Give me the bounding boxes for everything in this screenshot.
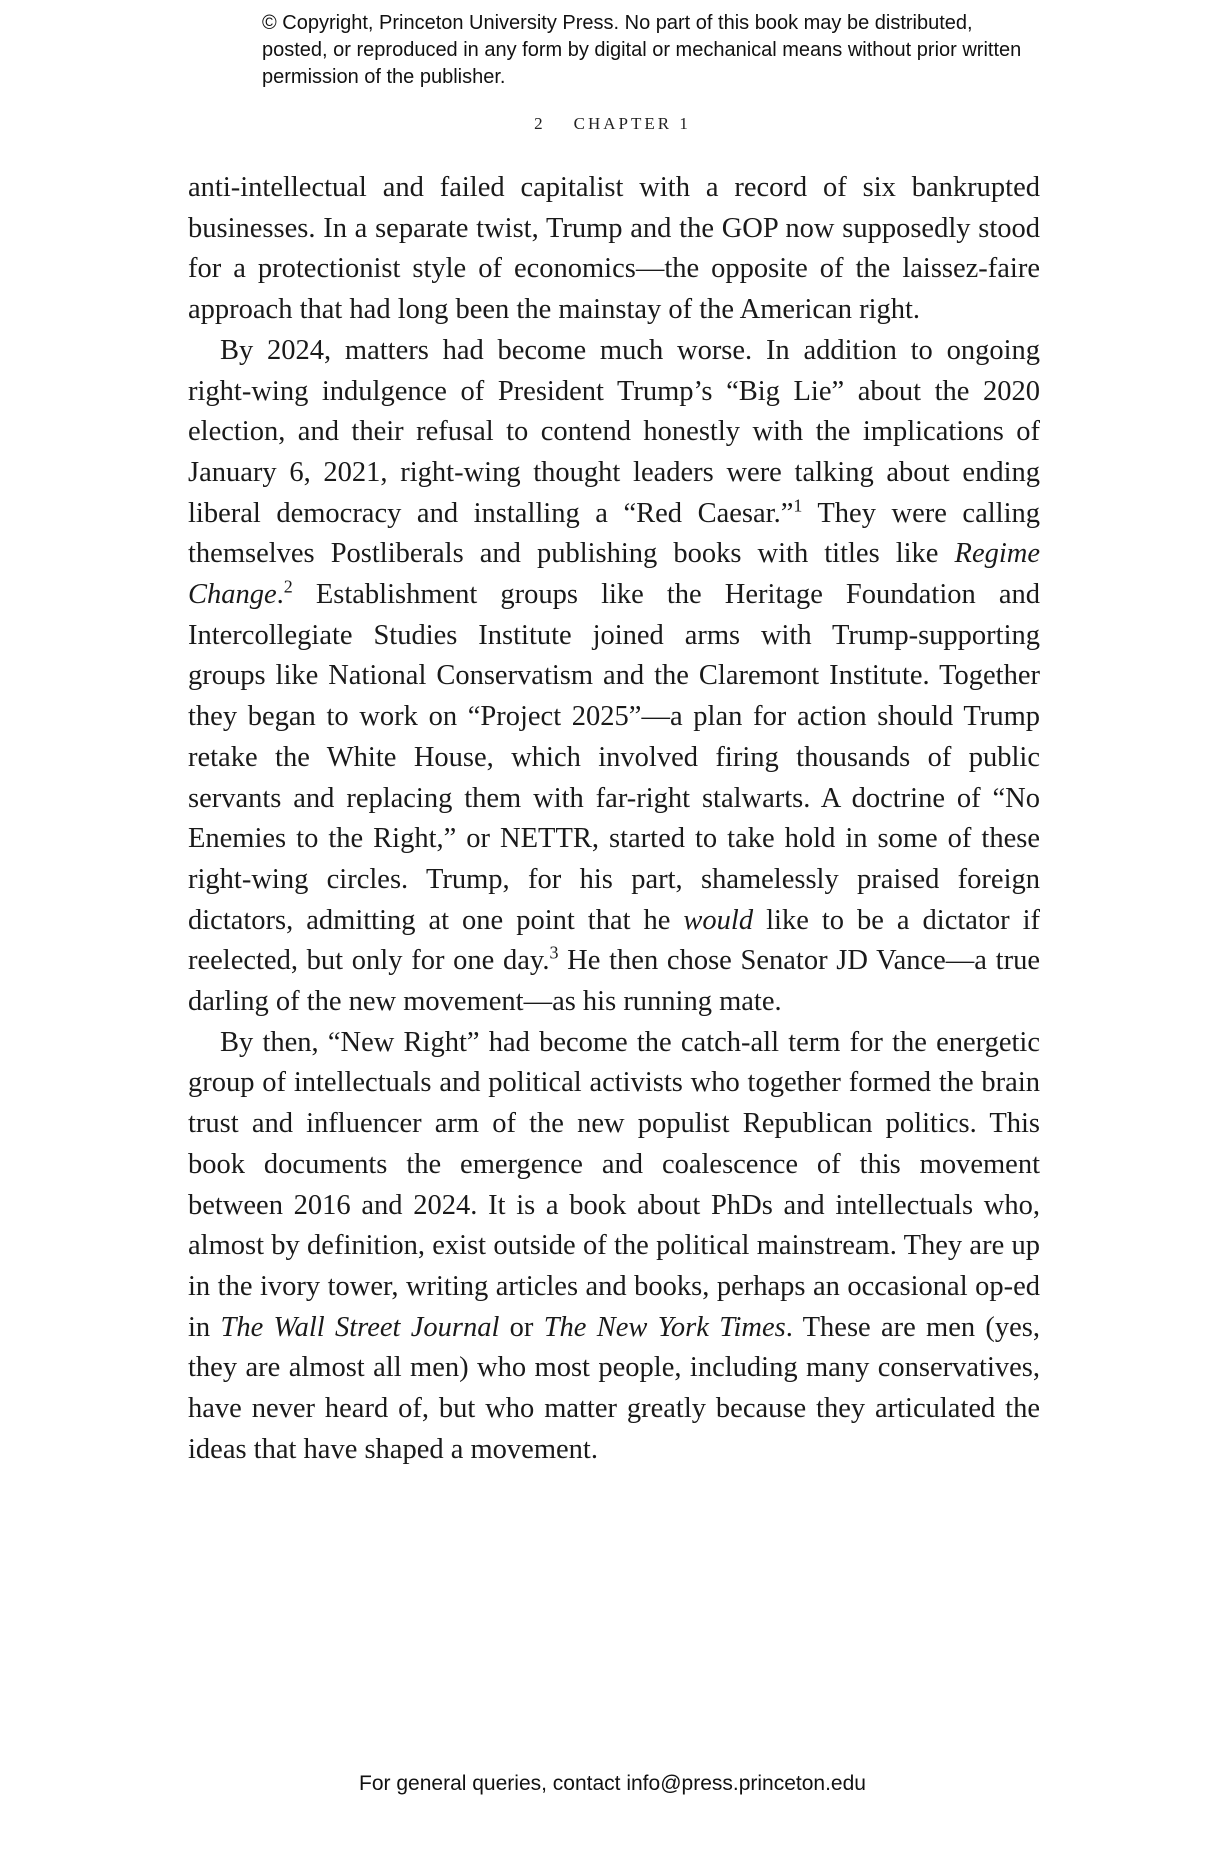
paragraph-2-text-f: He then chose Senator JD Vance—a true darling of the new movement—as his running mate. <box>188 945 1040 1018</box>
paragraph-2-text-a: By 2024, matters had become much worse. In addition to ongoing right-wing indulgence of President Trump’s “Big Lie” about the 2020 election, and their refusal to contend honestly with the implications of January 6, 2021, right-wing thought leaders were talking about ending liberal democracy and installing a “Red Caesar.” <box>188 334 1040 529</box>
body-text <box>188 168 1040 1471</box>
paragraph-3-text-c: . These are men (yes, they are almost all men) who most people, including many conservatives, have never heard of, but who matter greatly because they articulated the ideas that have shaped a movement. <box>188 1311 1041 1465</box>
paragraph-2-text-e: like to be a dictator if reelected, but only for one day. <box>188 904 1040 977</box>
page-number: 2 <box>534 114 546 133</box>
paragraph-3-text-a: By then, “New Right” had become the catch-all term for the energetic group of intellectuals and political activists who together formed the brain trust and influencer arm of the new populist Republican politics. This book documents the emergence and coalescence of this movement between 2016 and 2024. It is a book about PhDs and intellectuals who, almost by definition, exist outside of the political mainstream. They are up in the ivory tower, writing articles and books, perhaps an occasional op-ed in <box>188 1026 1040 1343</box>
footnote-ref-3: 3 <box>549 942 559 963</box>
chapter-label: CHAPTER 1 <box>573 114 691 133</box>
book-title-regime-change: Regime Change <box>188 538 1040 611</box>
publication-title-wsj: The Wall Street Journal <box>220 1311 500 1343</box>
emphasis-would: would <box>683 904 754 936</box>
paragraph-2-text-d: Establishment groups like the Heritage Foundation and Intercollegiate Studies Institute joined arms with Trump-supporting groups like National Conservatism and the Claremont Institute. Together they began to work on “Project 2025”—a plan for action should Trump retake the White House, which involved firing thousands of public servants and replacing them with far-right stalwarts. A doctrine of “No Enemies to the Right,” or NETTR, started to take hold in some of these right-wing circles. Trump, for his part, shamelessly praised foreign dictators, admitting at one point that he <box>188 579 1040 936</box>
paragraph-2-text-c: . <box>276 579 284 611</box>
paragraph-3 <box>188 1023 1040 1471</box>
footnote-ref-1: 1 <box>793 495 803 516</box>
copyright-notice: © Copyright, Princeton University Press. No part of this book may be distributed, posted, or reproduced in any form by digital or mechanical means without prior written permission of the publisher. <box>262 12 1022 88</box>
footer-contact: For general queries, contact info@press.princeton.edu <box>359 1772 866 1795</box>
footnote-ref-2: 2 <box>283 576 293 597</box>
paragraph-1: anti-intellectual and failed capitalist with a record of six bankrupted businesses. In a separate twist, Trump and the GOP now supposedly stood for a protectionist style of economics—the opposite of the laissez-faire approach that had long been the mainstay of the American right. <box>188 172 1040 326</box>
paragraph-3-text-b: or <box>499 1311 544 1343</box>
paragraph-2-text-b: They were calling themselves Postliberals and publishing books with titles like <box>188 497 1040 570</box>
publication-title-nyt: The New York Times <box>543 1311 786 1343</box>
paragraph-2 <box>188 331 1040 1023</box>
running-head <box>0 114 1225 134</box>
